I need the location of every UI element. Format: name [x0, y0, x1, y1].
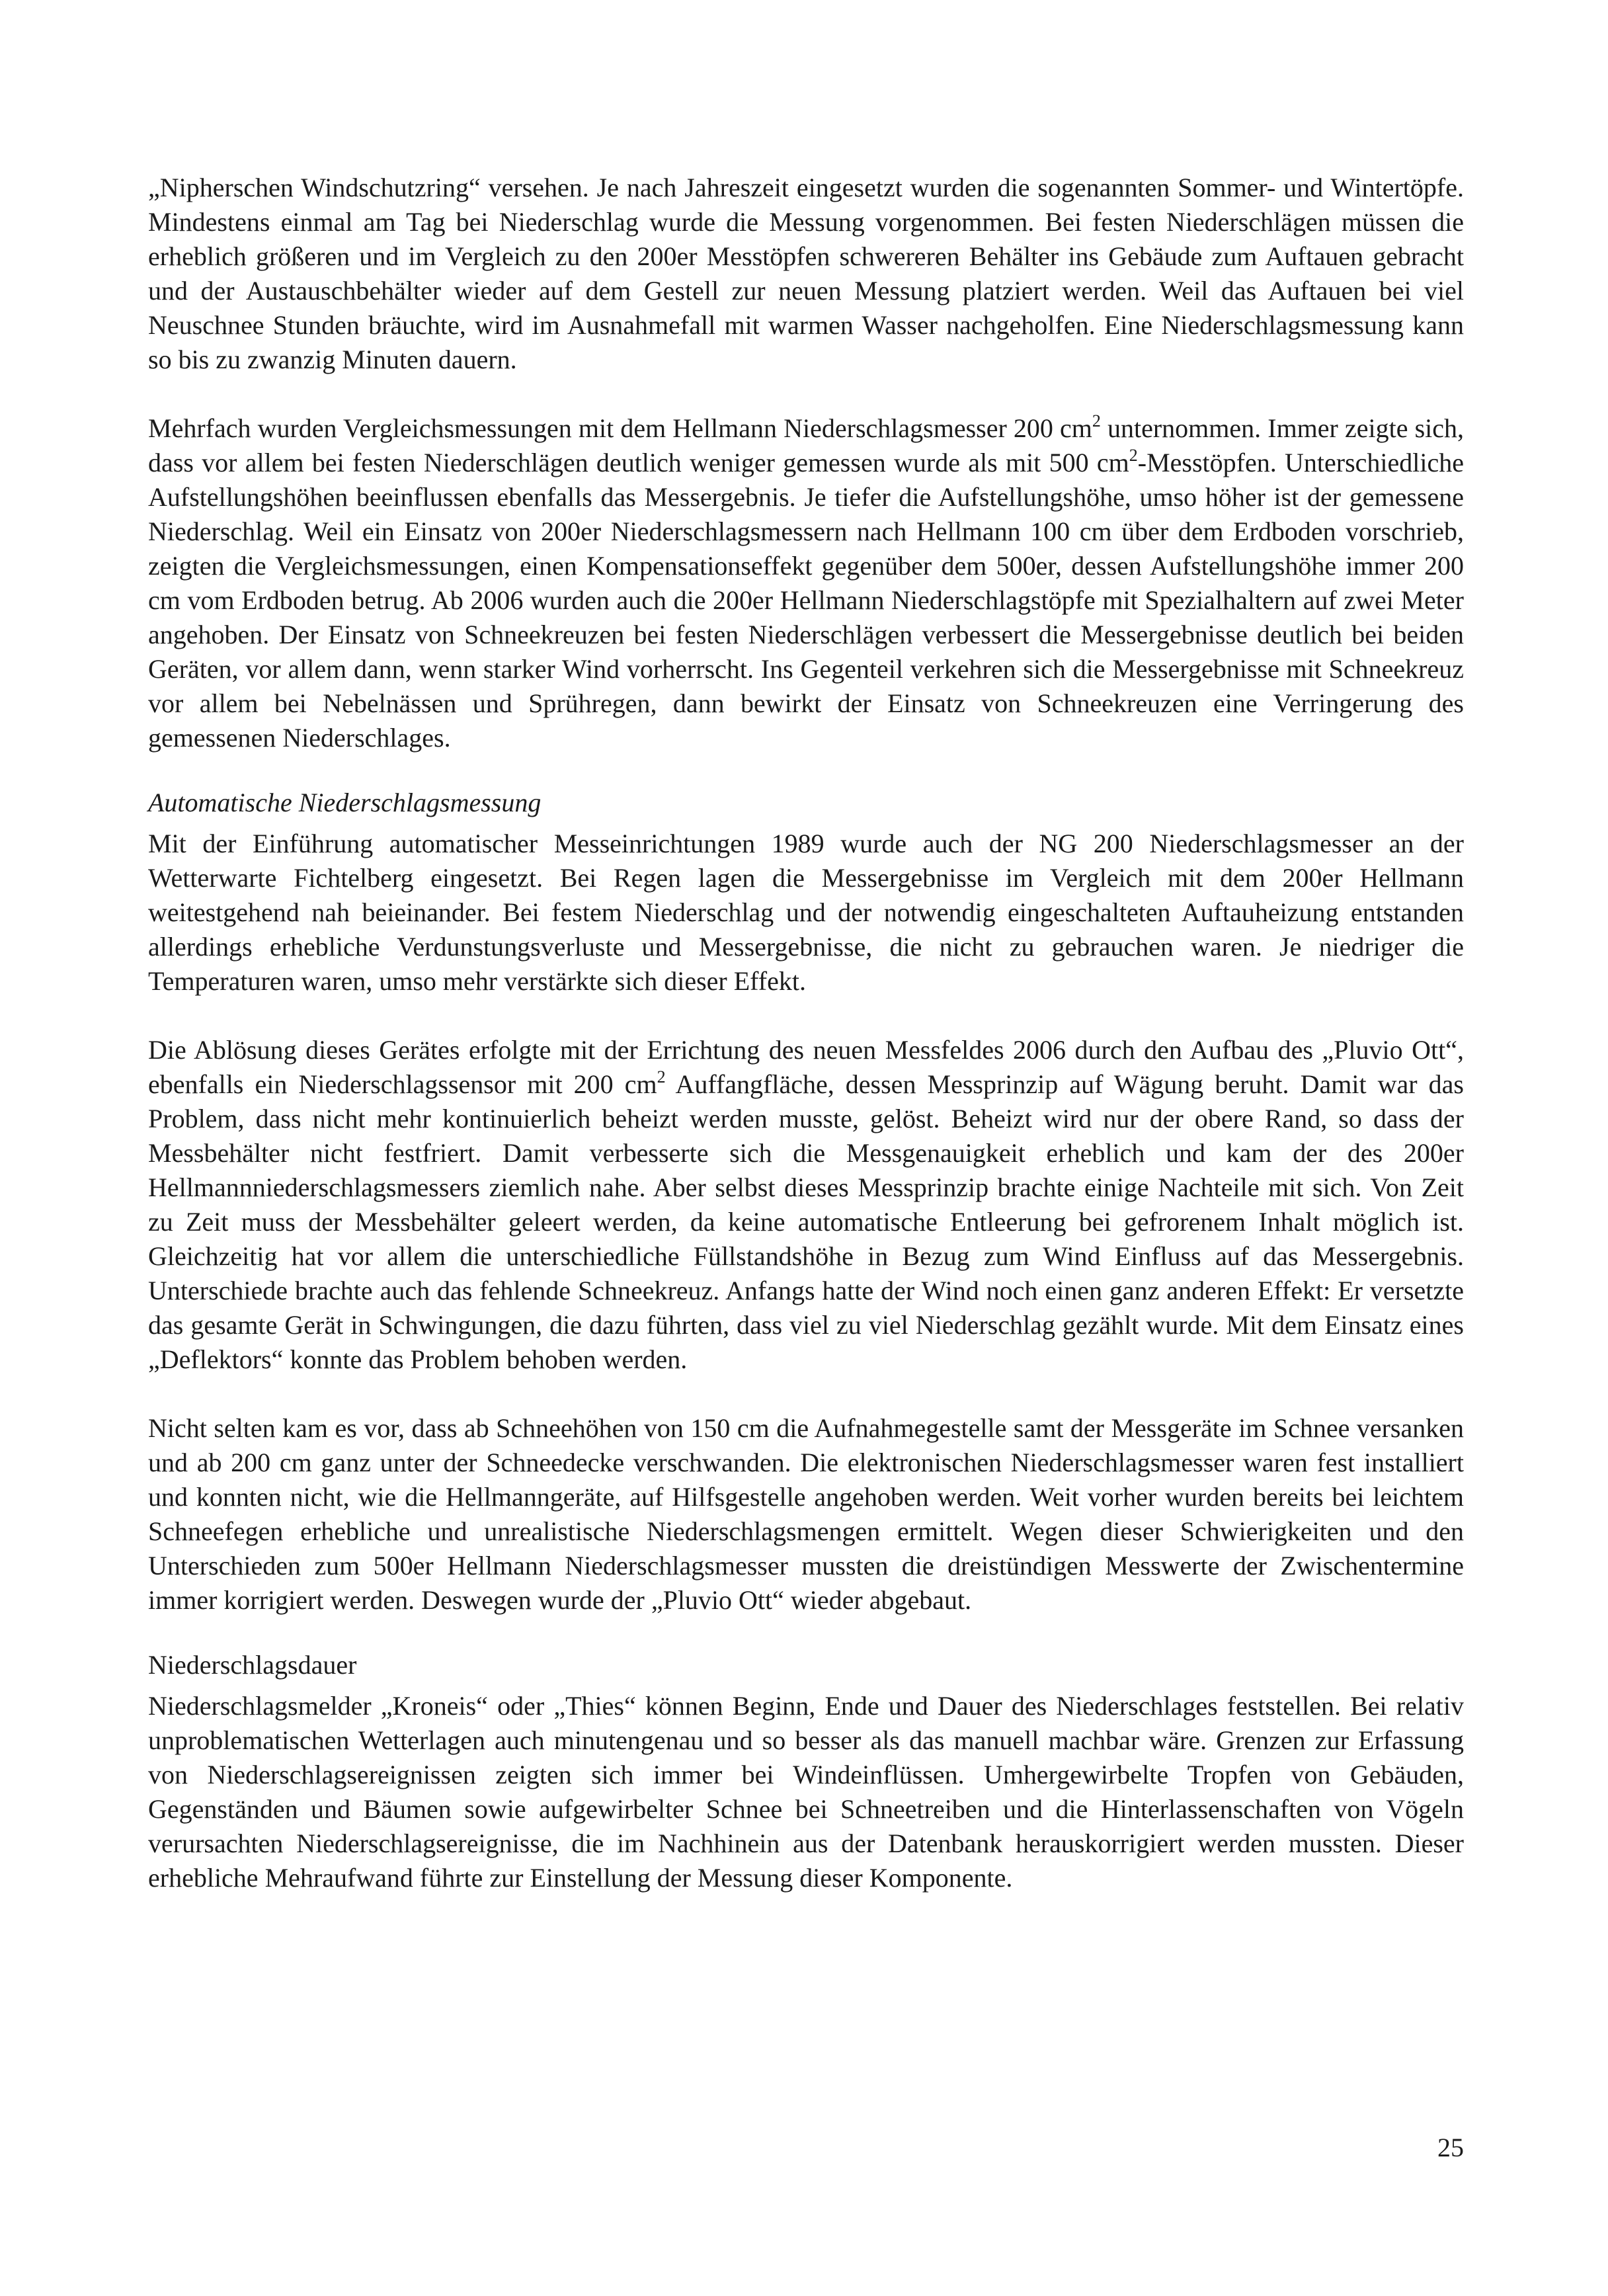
paragraph-vergleichsmessungen	[148, 411, 1464, 755]
paragraph-pluvio-ott-part-b: Auffangfläche, dessen Messprinzip auf Wägung beruht. Damit war das Problem, dass nicht mehr kontinuierlich beheizt werden musste, gelöst. Beheizt wird nur der obere Rand, so dass der Messbehälter nicht festfriert. Damit verbesserte sich die Messgenauigkeit erheblich und kam der des 200er Hellmannniederschlagsmessers ziemlich nahe. Aber selbst dieses Messprinzip brachte einige Nachteile mit sich. Von Zeit zu Zeit muss der Messbehälter geleert werden, da keine automatische Entleerung bei gefrorenem Inhalt möglich ist. Gleichzeitig hat vor allem die unterschiedliche Füllstandshöhe in Bezug zum Wind Einfluss auf das Messergebnis. Unterschiede brachte auch das fehlende Schneekreuz. Anfangs hatte der Wind noch einen ganz anderen Effekt: Er versetzte das gesamte Gerät in Schwingungen, die dazu führten, dass viel zu viel Niederschlag gezählt wurde. Mit dem Einsatz eines „Deflektors“ konnte das Problem behoben werden.	[148, 1069, 1465, 1374]
paragraph-pluvio-ott	[148, 1033, 1464, 1377]
paragraph-vergleichsmessungen-part-c: -Messtöpfen. Unterschiedliche Aufstellungshöhen beeinflussen ebenfalls das Messergebnis. Je tiefer die Aufstellungshöhe, umso höher ist der gemessene Niederschlag. Weil ein Einsatz von 200er Niederschlagsmessern nach Hellmann 100 cm über dem Erdboden vorschrieb, zeigten die Vergleichsmessungen, einen Kompensationseffekt gegenüber dem 500er, dessen Aufstellungshöhe immer 200 cm vom Erdboden betrug. Ab 2006 wurden auch die 200er Hellmann Niederschlagstöpfe mit Spezialhaltern auf zwei Meter angehoben. Der Einsatz von Schneekreuzen bei festen Niederschlägen verbessert die Messergebnisse deutlich bei beiden Geräten, vor allem dann, wenn starker Wind vorherrscht. Ins Gegenteil verkehren sich die Messergebnisse mit Schneekreuz vor allem bei Nebelnässen und Sprühregen, dann bewirkt der Einsatz von Schneekreuzen eine Verringerung des gemessenen Niederschlages.	[148, 448, 1464, 753]
superscript-squared: 2	[1092, 411, 1101, 430]
superscript-squared: 2	[657, 1067, 666, 1086]
paragraph-ng200: Mit der Einführung automatischer Messeinrichtungen 1989 wurde auch der NG 200 Niederschlagsmesser an der Wetterwarte Fichtelberg eingesetzt. Bei Regen lagen die Messergebnisse im Vergleich mit dem 200er Hellmann weitestgehend nah beieinander. Bei festem Niederschlag und der notwendig eingeschalteten Auftauheizung entstanden allerdings erhebliche Verdunstungsverluste und Messergebnisse, die nicht zu gebrauchen waren. Je niedriger die Temperaturen waren, umso mehr verstärkte sich dieser Effekt.	[148, 829, 1464, 996]
paragraph-vergleichsmessungen-part-b: unternommen. Immer zeigte sich, dass vor allem bei festen Niederschlägen deutlich weniger gemessen wurde als mit 500 cm	[148, 413, 1465, 477]
paragraph-niederschlagsmelder: Niederschlagsmelder „Kroneis“ oder „Thies“ können Beginn, Ende und Dauer des Niederschlages feststellen. Bei relativ unproblematischen Wetterlagen auch minutengenau und so besser als das manuell machbar wäre. Grenzen zur Erfassung von Niederschlagsereignissen zeigten sich immer bei Windeinflüssen. Umhergewirbelte Tropfen von Gebäuden, Gegenständen und Bäumen sowie aufgewirbelter Schnee bei Schneetreiben und die Hinterlassenschaften von Vögeln verursachten Niederschlagsereignisse, die im Nachhinein aus der Datenbank herauskorrigiert werden mussten. Dieser erhebliche Mehraufwand führte zur Einstellung der Messung dieser Komponente.	[148, 1691, 1464, 1893]
paragraph-windschutzring: „Nipherschen Windschutzring“ versehen. Je nach Jahreszeit eingesetzt wurden die sogenannten Sommer- und Wintertöpfe. Mindestens einmal am Tag bei Niederschlag wurde die Messung vorgenommen. Bei festen Niederschlägen müssen die erheblich größeren und im Vergleich zu den 200er Messtöpfen schwereren Behälter ins Gebäude zum Auftauen gebracht und der Austauschbehälter wieder auf dem Gestell zur neuen Messung platziert werden. Weil das Auftauen bei viel Neuschnee Stunden bräuchte, wird im Ausnahmefall mit warmen Wasser nachgeholfen. Eine Niederschlagsmessung kann so bis zu zwanzig Minuten dauern.	[148, 173, 1464, 374]
page-number: 25	[1437, 2133, 1464, 2162]
superscript-squared: 2	[1129, 446, 1138, 465]
paragraph-vergleichsmessungen-part-a: Mehrfach wurden Vergleichsmessungen mit dem Hellmann Niederschlagsmesser 200 cm	[148, 413, 1092, 443]
heading-automatische-niederschlagsmessung: Automatische Niederschlagsmessung	[148, 788, 542, 817]
paragraph-schneehoehen: Nicht selten kam es vor, dass ab Schneehöhen von 150 cm die Aufnahmegestelle samt der Messgeräte im Schnee versanken und ab 200 cm ganz unter der Schneedecke verschwanden. Die elektronischen Niederschlagsmesser waren fest installiert und konnten nicht, wie die Hellmanngeräte, auf Hilfsgestelle angehoben werden. Weit vorher wurden bereits bei leichtem Schneefegen erhebliche und unrealistische Niederschlagsmengen ermittelt. Wegen dieser Schwierigkeiten und den Unterschieden zum 500er Hellmann Niederschlagsmesser mussten die dreistündigen Messwerte der Zwischentermine immer korrigiert werden. Deswegen wurde der „Pluvio Ott“ wieder abgebaut.	[148, 1413, 1464, 1615]
paragraph-pluvio-ott-part-a: Die Ablösung dieses Gerätes erfolgte mit der Errichtung des neuen Messfeldes 2006 durch den Aufbau des „Pluvio Ott“, ebenfalls ein Niederschlagssensor mit 200 cm	[148, 1035, 1464, 1099]
heading-niederschlagsdauer: Niederschlagsdauer	[148, 1650, 357, 1680]
document-body	[148, 171, 1464, 1895]
